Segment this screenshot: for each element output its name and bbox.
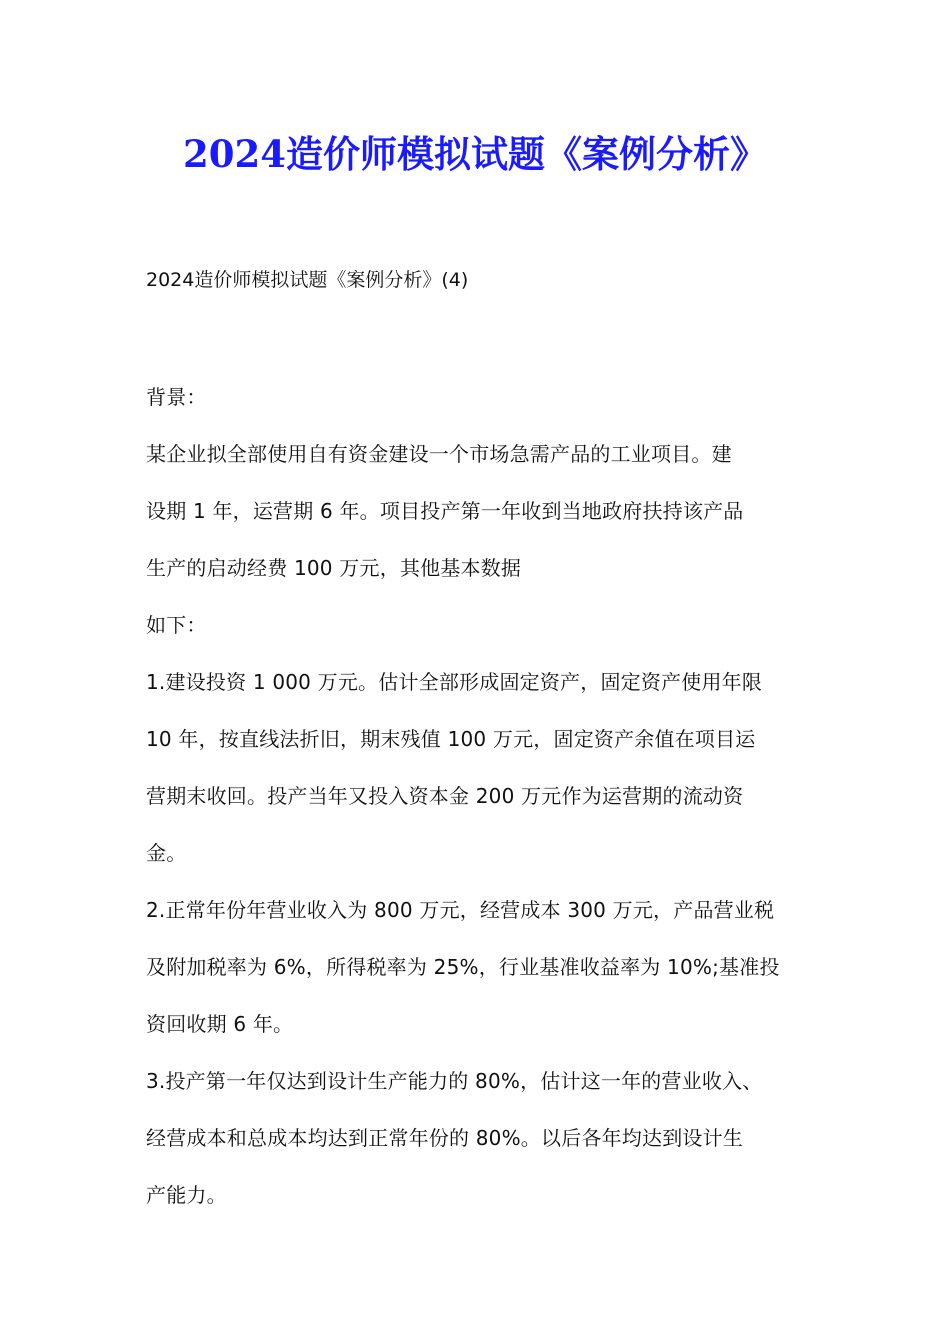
body-line: 营期末收回。投产当年又投入资本金 200 万元作为运营期的流动资 <box>146 784 744 808</box>
body-line: 及附加税率为 6%，所得税率为 25%，行业基准收益率为 10%;基准投 <box>146 955 780 979</box>
body-line: 金。 <box>146 841 187 865</box>
body-line: 某企业拟全部使用自有资金建设一个市场急需产品的工业项目。建 <box>146 442 732 466</box>
body-line: 2.正常年份年营业收入为 800 万元，经营成本 300 万元，产品营业税 <box>146 898 775 922</box>
body-line: 生产的启动经费 100 万元，其他基本数据 <box>146 556 522 580</box>
body-line: 背景： <box>146 385 207 409</box>
body-line: 1.建设投资 1 000 万元。估计全部形成固定资产，固定资产使用年限 <box>146 670 763 694</box>
body-line: 设期 1 年，运营期 6 年。项目投产第一年收到当地政府扶持该产品 <box>146 499 744 523</box>
body-line: 3.投产第一年仅达到设计生产能力的 80%，估计这一年的营业收入、 <box>146 1069 763 1093</box>
body-line: 10 年，按直线法折旧，期末残值 100 万元，固定资产余值在项目运 <box>146 727 756 751</box>
document-body <box>146 380 826 1235</box>
document-title: 2024造价师模拟试题《案例分析》 <box>183 132 767 176</box>
body-line: 产能力。 <box>146 1183 227 1207</box>
document-subtitle: 2024造价师模拟试题《案例分析》(4) <box>146 269 469 291</box>
body-line: 资回收期 6 年。 <box>146 1012 294 1036</box>
body-line: 如下： <box>146 613 207 637</box>
body-line: 经营成本和总成本均达到正常年份的 80%。以后各年均达到设计生 <box>146 1126 744 1150</box>
